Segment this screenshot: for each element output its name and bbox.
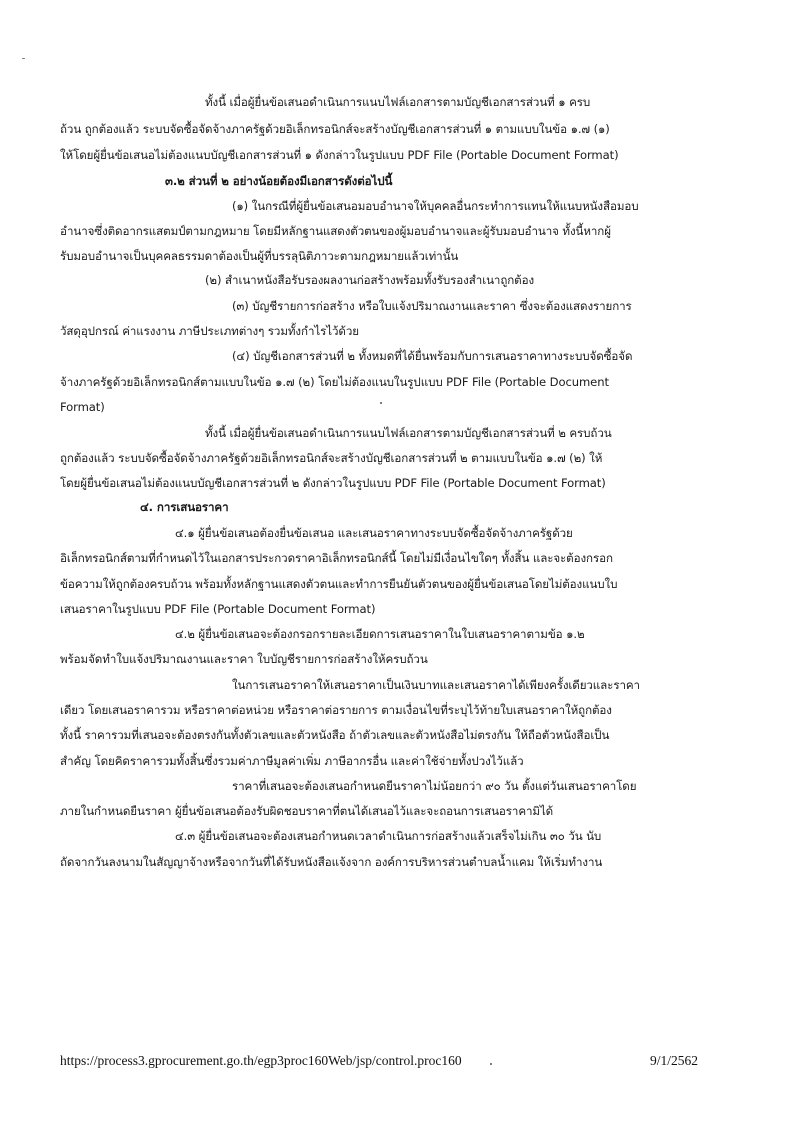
text-line: (๑) ในกรณีที่ผู้ยื่นข้อเสนอมอบอำนาจให้บุคคลอื่นกระทำการแทนให้แนบหนังสือมอบ — [232, 199, 639, 213]
text-line: ทั้งนี้ เมื่อผู้ยื่นข้อเสนอดำเนินการแนบไฟล์เอกสารตามบัญชีเอกสารส่วนที่ ๒ ครบถ้วน — [205, 426, 612, 440]
text-line: วัสดุอุปกรณ์ ค่าแรงงาน ภาษีประเภทต่างๆ รวมทั้งกำไรไว้ด้วย — [60, 324, 359, 338]
text-line: ภายในกำหนดยืนราคา ผู้ยื่นข้อเสนอต้องรับผิดชอบราคาที่ตนได้เสนอไว้และจะถอนการเสนอราคามิได้ — [60, 804, 554, 818]
text-line: ทั้งนี้ ราคารวมที่เสนอจะต้องตรงกันทั้งตัวเลขและตัวหนังสือ ถ้าตัวเลขและตัวหนังสือไม่ตรงกัน ให้ถือตัวหนังสือเป็น — [60, 728, 610, 742]
scan-speck — [490, 1063, 492, 1065]
text-line: ถัดจากวันลงนามในสัญญาจ้างหรือจากวันที่ได้รับหนังสือแจ้งจาก องค์การบริหารส่วนตำบลน้ำแคม ให้เริ่มทำงาน — [60, 855, 603, 869]
text-line: ๔.๑ ผู้ยื่นข้อเสนอต้องยื่นข้อเสนอ และเสนอราคาทางระบบจัดซื้อจัดจ้างภาครัฐด้วย — [175, 526, 573, 540]
text-line: สำคัญ โดยคิดราคารวมทั้งสิ้นซึ่งรวมค่าภาษีมูลค่าเพิ่ม ภาษีอากรอื่น และค่าใช้จ่ายทั้งปวงไว้แล้ว — [60, 754, 524, 768]
text-line: ถูกต้องแล้ว ระบบจัดซื้อจัดจ้างภาครัฐด้วยอิเล็กทรอนิกส์จะสร้างบัญชีเอกสารส่วนที่ ๒ ตามแบบในข้อ ๑.๗ (๒) ให้ — [60, 451, 603, 465]
text-line: ราคาที่เสนอจะต้องเสนอกำหนดยืนราคาไม่น้อยกว่า ๙๐ วัน ตั้งแต่วันเสนอราคาโดย — [232, 779, 637, 793]
footer-date: 9/1/2562 — [650, 1053, 699, 1068]
text-line: (๒) สำเนาหนังสือรับรองผลงานก่อสร้างพร้อมทั้งรับรองสำเนาถูกต้อง — [205, 273, 535, 287]
text-line: จ้างภาครัฐด้วยอิเล็กทรอนิกส์ตามแบบในข้อ ๑.๗ (๒) โดยไม่ต้องแนบในรูปแบบ PDF File (Portable Document — [60, 375, 609, 389]
text-line: ๔.๓ ผู้ยื่นข้อเสนอจะต้องเสนอกำหนดเวลาดำเนินการก่อสร้างแล้วเสร็จไม่เกิน ๓๐ วัน นับ — [175, 829, 602, 843]
text-line: ๔.๒ ผู้ยื่นข้อเสนอจะต้องกรอกรายละเอียดการเสนอราคาในใบเสนอราคาตามข้อ ๑.๒ — [175, 627, 585, 641]
text-line: เสนอราคาในรูปแบบ PDF File (Portable Document Format) — [60, 602, 376, 616]
section-heading-3-2: ๓.๒ ส่วนที่ ๒ อย่างน้อยต้องมีเอกสารดังต่อไปนี้ — [165, 174, 393, 188]
text-line: พร้อมจัดทำใบแจ้งปริมาณงานและราคา ใบบัญชีรายการก่อสร้างให้ครบถ้วน — [60, 652, 428, 666]
text-line: เดียว โดยเสนอราคารวม หรือราคาต่อหน่วย หรือราคาต่อรายการ ตามเงื่อนไขที่ระบุไว้ท้ายใบเสนอราคาให้ถูกต้อง — [60, 703, 612, 717]
text-line: ให้โดยผู้ยื่นข้อเสนอไม่ต้องแนบบัญชีเอกสารส่วนที่ ๑ ดังกล่าวในรูปแบบ PDF File (Portable Document Format) — [60, 148, 619, 162]
text-line: ทั้งนี้ เมื่อผู้ยื่นข้อเสนอดำเนินการแนบไฟล์เอกสารตามบัญชีเอกสารส่วนที่ ๑ ครบ — [205, 95, 591, 109]
section-heading-4: ๔. การเสนอราคา — [140, 500, 229, 514]
text-line: ในการเสนอราคาให้เสนอราคาเป็นเงินบาทและเสนอราคาได้เพียงครั้งเดียวและราคา — [232, 678, 640, 692]
text-line: (๔) บัญชีเอกสารส่วนที่ ๒ ทั้งหมดที่ได้ยื่นพร้อมกับการเสนอราคาทางระบบจัดซื้อจัด — [232, 349, 633, 363]
footer-url: https://process3.gprocurement.go.th/egp3proc160Web/jsp/control.proc160 — [60, 1053, 462, 1068]
text-line: Format) — [60, 400, 105, 414]
text-line: ถ้วน ถูกต้องแล้ว ระบบจัดซื้อจัดจ้างภาครัฐด้วยอิเล็กทรอนิกส์จะสร้างบัญชีเอกสารส่วนที่ ๑ ตามแบบในข้อ ๑.๗ (๑) — [60, 122, 610, 136]
text-line: อิเล็กทรอนิกส์ตามที่กำหนดไว้ในเอกสารประกวดราคาอิเล็กทรอนิกส์นี้ โดยไม่มีเงื่อนไขใดๆ ทั้งสิ้น และจะต้องกรอก — [60, 551, 613, 565]
scan-mark — [22, 58, 25, 59]
text-line: ข้อความให้ถูกต้องครบถ้วน พร้อมทั้งหลักฐานแสดงตัวตนและทำการยืนยันตัวตนของผู้ยื่นข้อเสนอโดยไม่ต้องแนบใบ — [60, 577, 618, 591]
text-line: รับมอบอำนาจเป็นบุคคลธรรมดาต้องเป็นผู้ที่บรรลุนิติภาวะตามกฎหมายแล้วเท่านั้น — [60, 249, 459, 263]
text-line: อำนาจซึ่งติดอากรแสตมป์ตามกฎหมาย โดยมีหลักฐานแสดงตัวตนของผู้มอบอำนาจและผู้รับมอบอำนาจ ทั้งนี้หากผู้ — [60, 224, 611, 238]
text-line: โดยผู้ยื่นข้อเสนอไม่ต้องแนบบัญชีเอกสารส่วนที่ ๒ ดังกล่าวในรูปแบบ PDF File (Portable Document Format) — [60, 476, 606, 490]
text-line: (๓) บัญชีรายการก่อสร้าง หรือใบแจ้งปริมาณงานและราคา ซึ่งจะต้องแสดงรายการ — [232, 299, 632, 313]
scan-speck — [380, 402, 382, 404]
